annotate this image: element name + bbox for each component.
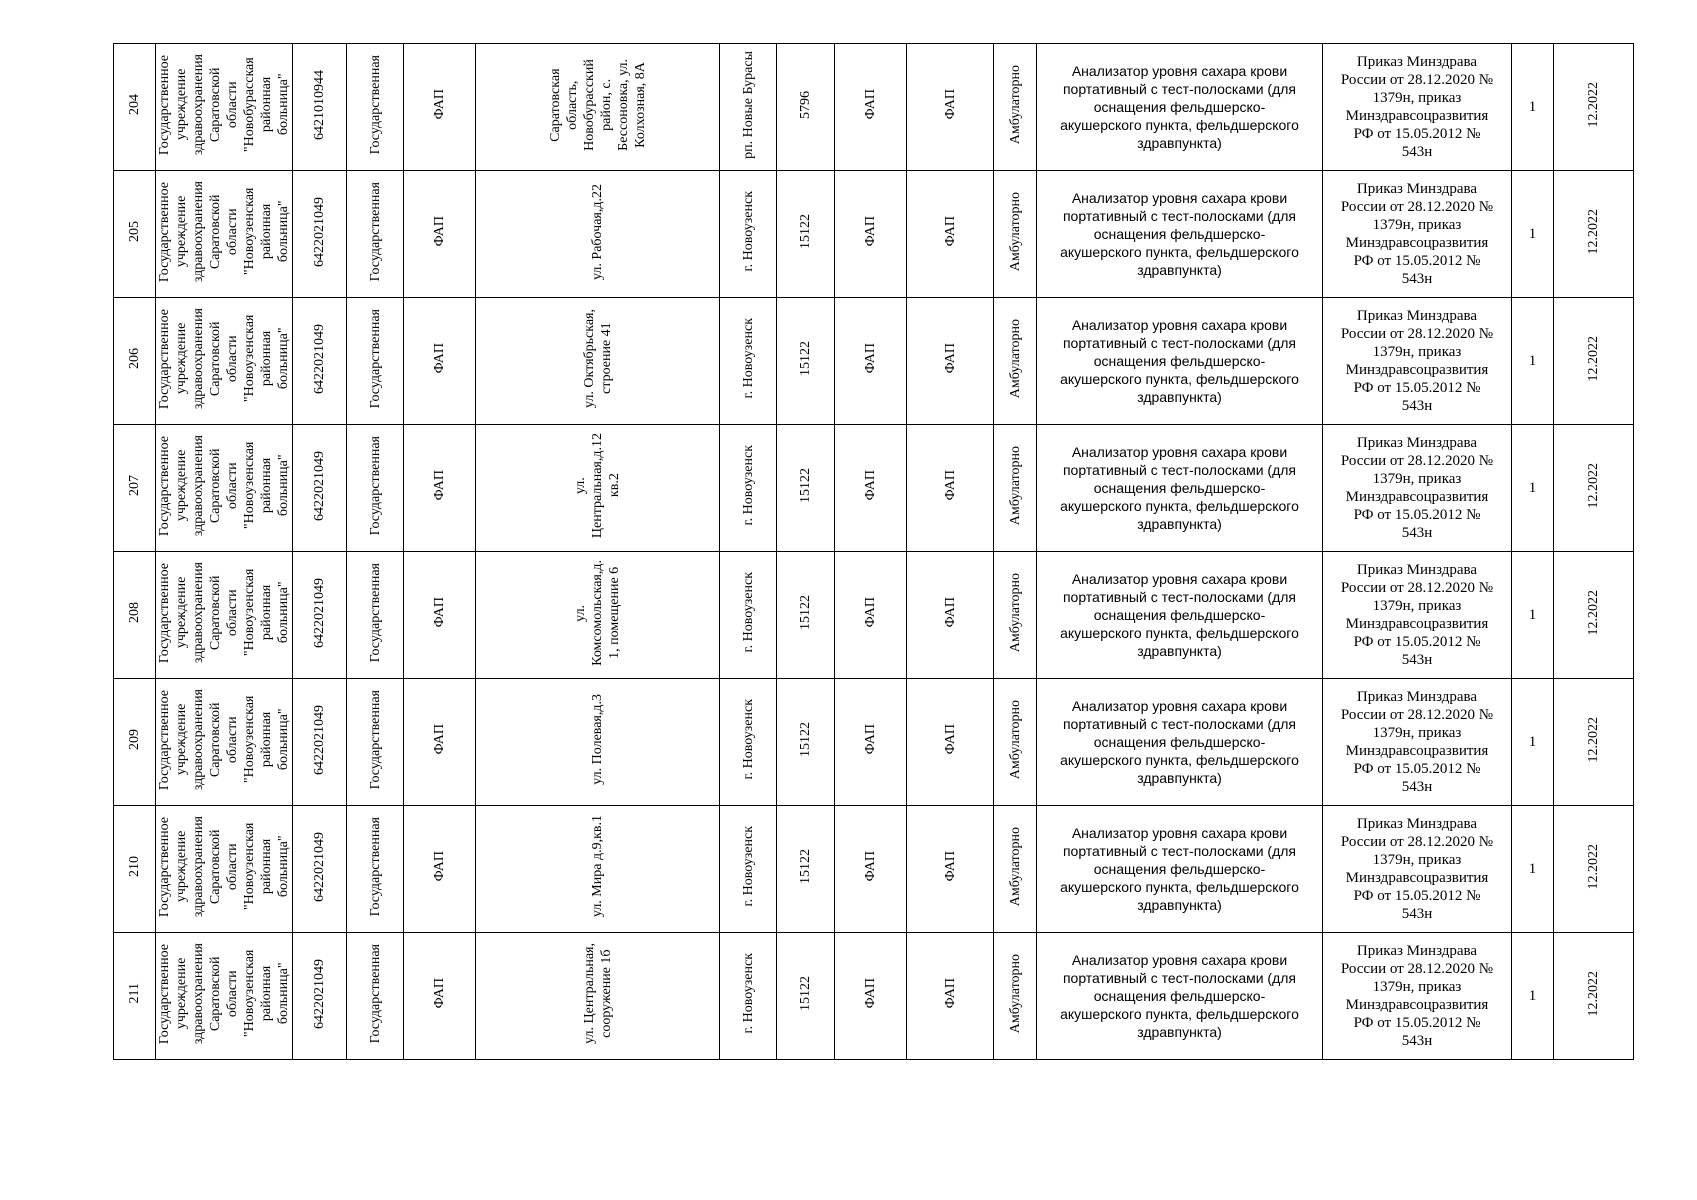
cell-date: 12.2022 [1554,425,1634,552]
cell-facility-type: ФАП [404,44,476,171]
table-row [114,425,1634,552]
cell-organization: Государственное учреждение здравоохранения Саратовской области "Новобурасская районная больница" [156,44,293,171]
cell-ownership-form: Государственная [347,425,404,552]
cell-legal-basis: Приказ Минздрава России от 28.12.2020 № 1379н, приказ Минздравсоцразвития РФ от 15.05.2012 № 543н [1323,806,1512,933]
cell-equipment: Анализатор уровня сахара крови портативный с тест-полосками (для оснащения фельдшерско- акушерского пункта, фельдшерского здравпункта) [1037,425,1323,552]
cell-row-number: 210 [114,806,156,933]
equipment-table [113,43,1634,1060]
cell-population: 5796 [777,44,835,171]
cell-inn: 6422021049 [293,933,347,1060]
cell-address: Саратовская область, Новобурасский район, с. Бессоновка, ул. Колхозная, 8А [476,44,720,171]
cell-legal-basis: Приказ Минздрава России от 28.12.2020 № 1379н, приказ Минздравсоцразвития РФ от 15.05.2012 № 543н [1323,425,1512,552]
cell-row-number: 209 [114,679,156,806]
cell-quantity: 1 [1512,44,1554,171]
cell-date: 12.2022 [1554,679,1634,806]
cell-locality: г. Новоузенск [720,171,777,298]
cell-subunit: ФАП [907,44,994,171]
table-row [114,806,1634,933]
cell-facility-type: ФАП [404,806,476,933]
cell-legal-basis: Приказ Минздрава России от 28.12.2020 № 1379н, приказ Минздравсоцразвития РФ от 15.05.2012 № 543н [1323,298,1512,425]
cell-facility-type: ФАП [404,552,476,679]
cell-subunit: ФАП [907,171,994,298]
cell-unit: ФАП [835,933,907,1060]
cell-row-number: 208 [114,552,156,679]
cell-equipment: Анализатор уровня сахара крови портативный с тест-полосками (для оснащения фельдшерско- акушерского пункта, фельдшерского здравпункта) [1037,933,1323,1060]
cell-equipment: Анализатор уровня сахара крови портативный с тест-полосками (для оснащения фельдшерско- акушерского пункта, фельдшерского здравпункта) [1037,44,1323,171]
cell-equipment: Анализатор уровня сахара крови портативный с тест-полосками (для оснащения фельдшерско- акушерского пункта, фельдшерского здравпункта) [1037,679,1323,806]
cell-locality: рп. Новые Бурасы [720,44,777,171]
cell-address: ул. Мира д.9,кв.1 [476,806,720,933]
table-row [114,933,1634,1060]
cell-quantity: 1 [1512,298,1554,425]
table-row [114,679,1634,806]
table-row [114,44,1634,171]
cell-unit: ФАП [835,44,907,171]
cell-facility-type: ФАП [404,298,476,425]
cell-address: ул. Центральная, сооружение 1б [476,933,720,1060]
cell-equipment: Анализатор уровня сахара крови портативный с тест-полосками (для оснащения фельдшерско- акушерского пункта, фельдшерского здравпункта) [1037,806,1323,933]
cell-quantity: 1 [1512,933,1554,1060]
cell-address: ул. Рабочая,д.22 [476,171,720,298]
cell-subunit: ФАП [907,933,994,1060]
cell-population: 15122 [777,933,835,1060]
cell-quantity: 1 [1512,552,1554,679]
cell-locality: г. Новоузенск [720,806,777,933]
cell-population: 15122 [777,298,835,425]
cell-subunit: ФАП [907,806,994,933]
cell-organization: Государственное учреждение здравоохранения Саратовской области "Новоузенская районная больница" [156,933,293,1060]
cell-quantity: 1 [1512,679,1554,806]
cell-row-number: 206 [114,298,156,425]
cell-population: 15122 [777,679,835,806]
cell-equipment: Анализатор уровня сахара крови портативный с тест-полосками (для оснащения фельдшерско- акушерского пункта, фельдшерского здравпункта) [1037,552,1323,679]
cell-date: 12.2022 [1554,171,1634,298]
cell-address: ул. Полевая,д.3 [476,679,720,806]
cell-unit: ФАП [835,171,907,298]
cell-ownership-form: Государственная [347,806,404,933]
cell-inn: 6422021049 [293,806,347,933]
cell-care-type: Амбулаторно [994,171,1037,298]
cell-date: 12.2022 [1554,298,1634,425]
cell-inn: 6422021049 [293,552,347,679]
table-row [114,171,1634,298]
cell-locality: г. Новоузенск [720,552,777,679]
cell-facility-type: ФАП [404,171,476,298]
cell-locality: г. Новоузенск [720,933,777,1060]
cell-date: 12.2022 [1554,933,1634,1060]
cell-subunit: ФАП [907,679,994,806]
table-row [114,298,1634,425]
cell-ownership-form: Государственная [347,933,404,1060]
cell-population: 15122 [777,171,835,298]
cell-locality: г. Новоузенск [720,425,777,552]
cell-address: ул. Комсомольская,д. 1, помещение 6 [476,552,720,679]
cell-organization: Государственное учреждение здравоохранения Саратовской области "Новоузенская районная больница" [156,171,293,298]
cell-care-type: Амбулаторно [994,806,1037,933]
cell-organization: Государственное учреждение здравоохранения Саратовской области "Новоузенская районная больница" [156,298,293,425]
cell-organization: Государственное учреждение здравоохранения Саратовской области "Новоузенская районная больница" [156,425,293,552]
cell-population: 15122 [777,552,835,679]
cell-ownership-form: Государственная [347,171,404,298]
cell-quantity: 1 [1512,806,1554,933]
cell-legal-basis: Приказ Минздрава России от 28.12.2020 № 1379н, приказ Минздравсоцразвития РФ от 15.05.2012 № 543н [1323,552,1512,679]
cell-date: 12.2022 [1554,552,1634,679]
cell-facility-type: ФАП [404,933,476,1060]
cell-row-number: 211 [114,933,156,1060]
cell-ownership-form: Государственная [347,679,404,806]
cell-subunit: ФАП [907,425,994,552]
cell-population: 15122 [777,806,835,933]
cell-legal-basis: Приказ Минздрава России от 28.12.2020 № 1379н, приказ Минздравсоцразвития РФ от 15.05.2012 № 543н [1323,171,1512,298]
cell-locality: г. Новоузенск [720,298,777,425]
cell-care-type: Амбулаторно [994,552,1037,679]
cell-unit: ФАП [835,806,907,933]
cell-care-type: Амбулаторно [994,425,1037,552]
cell-row-number: 205 [114,171,156,298]
cell-quantity: 1 [1512,171,1554,298]
cell-date: 12.2022 [1554,806,1634,933]
cell-care-type: Амбулаторно [994,679,1037,806]
cell-inn: 6422021049 [293,298,347,425]
cell-inn: 6422021049 [293,171,347,298]
cell-care-type: Амбулаторно [994,933,1037,1060]
cell-facility-type: ФАП [404,679,476,806]
cell-inn: 6422021049 [293,425,347,552]
cell-legal-basis: Приказ Минздрава России от 28.12.2020 № 1379н, приказ Минздравсоцразвития РФ от 15.05.2012 № 543н [1323,679,1512,806]
cell-ownership-form: Государственная [347,552,404,679]
cell-ownership-form: Государственная [347,44,404,171]
cell-organization: Государственное учреждение здравоохранения Саратовской области "Новоузенская районная больница" [156,552,293,679]
cell-quantity: 1 [1512,425,1554,552]
cell-population: 15122 [777,425,835,552]
cell-locality: г. Новоузенск [720,679,777,806]
cell-equipment: Анализатор уровня сахара крови портативный с тест-полосками (для оснащения фельдшерско- акушерского пункта, фельдшерского здравпункта) [1037,171,1323,298]
cell-unit: ФАП [835,552,907,679]
cell-unit: ФАП [835,425,907,552]
cell-organization: Государственное учреждение здравоохранения Саратовской области "Новоузенская районная больница" [156,679,293,806]
table-row [114,552,1634,679]
cell-care-type: Амбулаторно [994,44,1037,171]
cell-organization: Государственное учреждение здравоохранения Саратовской области "Новоузенская районная больница" [156,806,293,933]
cell-inn: 6422021049 [293,679,347,806]
cell-date: 12.2022 [1554,44,1634,171]
cell-care-type: Амбулаторно [994,298,1037,425]
cell-subunit: ФАП [907,552,994,679]
cell-equipment: Анализатор уровня сахара крови портативный с тест-полосками (для оснащения фельдшерско- акушерского пункта, фельдшерского здравпункта) [1037,298,1323,425]
cell-row-number: 207 [114,425,156,552]
cell-address: ул. Центральная,д.12 кв.2 [476,425,720,552]
cell-subunit: ФАП [907,298,994,425]
cell-unit: ФАП [835,679,907,806]
cell-row-number: 204 [114,44,156,171]
cell-address: ул. Октябрьская, строение 41 [476,298,720,425]
cell-legal-basis: Приказ Минздрава России от 28.12.2020 № 1379н, приказ Минздравсоцразвития РФ от 15.05.2012 № 543н [1323,44,1512,171]
cell-facility-type: ФАП [404,425,476,552]
cell-inn: 6421010944 [293,44,347,171]
cell-legal-basis: Приказ Минздрава России от 28.12.2020 № 1379н, приказ Минздравсоцразвития РФ от 15.05.2012 № 543н [1323,933,1512,1060]
cell-ownership-form: Государственная [347,298,404,425]
cell-unit: ФАП [835,298,907,425]
